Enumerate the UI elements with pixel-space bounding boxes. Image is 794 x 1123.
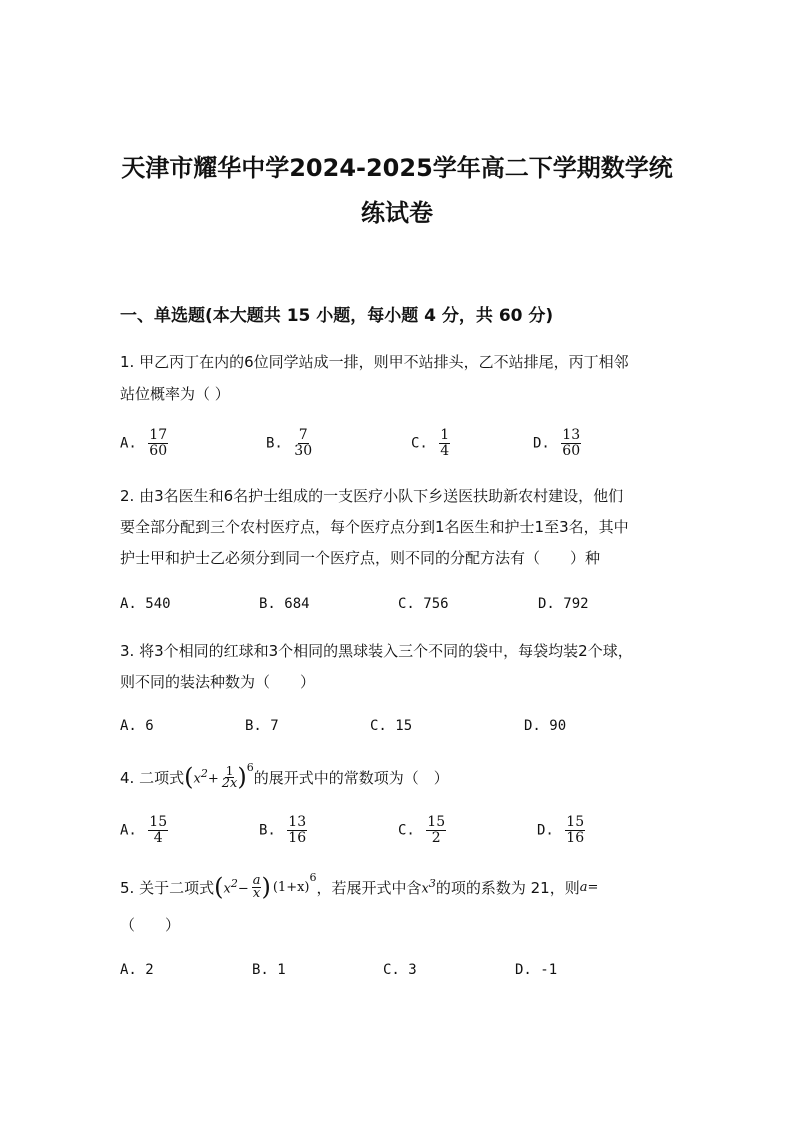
section-heading: 一、单选题(本大题共 15 小题，每小题 4 分，共 60 分) bbox=[120, 306, 554, 326]
question-5-option-d[interactable]: D. -1 bbox=[515, 962, 558, 978]
question-1-option-a[interactable]: A. $\frac{17}{60}$ bbox=[120, 427, 168, 459]
fraction: $\frac{13}{60}$ bbox=[562, 427, 581, 459]
question-4-option-a[interactable]: A. $\frac{15}{4}$ bbox=[120, 814, 168, 846]
question-4-option-b[interactable]: B. $\frac{13}{16}$ bbox=[259, 814, 307, 846]
question-5-option-b[interactable]: B. 1 bbox=[252, 962, 286, 978]
math-expression: $x^2+$ bbox=[193, 767, 219, 787]
question-4-option-d[interactable]: D. $\frac{15}{16}$ bbox=[537, 814, 585, 846]
question-3-option-c[interactable]: C. 15 bbox=[370, 718, 413, 734]
question-2-text: 2. 由3名医生和6名护士组成的一支医疗小队下乡送医扶助新农村建设，他们 bbox=[120, 487, 624, 505]
question-2-text-continued: 要全部分配到三个农村医疗点，每个医疗点分到1名医生和护士1至3名，其中 bbox=[120, 518, 629, 536]
fraction: $\frac{15}{4}$ bbox=[149, 814, 168, 846]
fraction: $\frac{1}{4}$ bbox=[440, 427, 450, 459]
fraction: $\frac{17}{60}$ bbox=[149, 427, 168, 459]
question-3-option-a[interactable]: A. 6 bbox=[120, 718, 154, 734]
fraction: $\frac{a}{x}$ bbox=[252, 872, 261, 901]
question-3-option-b[interactable]: B. 7 bbox=[245, 718, 279, 734]
question-1-option-c[interactable]: C. $\frac{1}{4}$ bbox=[411, 427, 450, 459]
question-2-option-b[interactable]: B. 684 bbox=[259, 596, 310, 612]
page-title-continued: 练试卷 bbox=[361, 199, 433, 227]
question-4-text: 4. 二项式 ( $x^2+$ $\frac{1}{2x}$ ) $^6$ 的展开式中的常数项为（ ） bbox=[120, 761, 449, 791]
question-4-option-c[interactable]: C. $\frac{15}{2}$ bbox=[398, 814, 446, 846]
fraction: $\frac{15}{16}$ bbox=[566, 814, 585, 846]
question-1-text: 1. 甲乙丙丁在内的6位同学站成一排，则甲不站排头，乙不站排尾，丙丁相邻 bbox=[120, 353, 629, 371]
question-2-option-a[interactable]: A. 540 bbox=[120, 596, 171, 612]
question-2-option-c[interactable]: C. 756 bbox=[398, 596, 449, 612]
question-5-text: 5. 关于二项式 ( $x^2-$ $\frac{a}{x}$ ) (1+x) $^6$ ，若展开式中含 $x^3$ 的项的系数为 21，则 a = bbox=[120, 871, 599, 901]
question-3-text-continued: 则不同的装法种数为（ ） bbox=[120, 673, 316, 691]
fraction: $\frac{1}{2x}$ bbox=[221, 763, 238, 791]
math-expression: $x^2-$ bbox=[223, 877, 249, 897]
question-3-option-d[interactable]: D. 90 bbox=[524, 718, 567, 734]
fraction: $\frac{7}{30}$ bbox=[294, 427, 313, 459]
question-3-text: 3. 将3个相同的红球和3个相同的黑球装入三个不同的袋中，每袋均装2个球， bbox=[120, 642, 633, 660]
question-2-option-d[interactable]: D. 792 bbox=[538, 596, 589, 612]
question-1-text-continued: 站位概率为（ ） bbox=[120, 385, 230, 403]
question-5-text-continued: （ ） bbox=[120, 916, 181, 934]
question-2-text-continued-2: 护士甲和护士乙必须分到同一个医疗点，则不同的分配方法有（ ）种 bbox=[120, 549, 601, 567]
question-1-option-d[interactable]: D. $\frac{13}{60}$ bbox=[533, 427, 581, 459]
fraction: $\frac{15}{2}$ bbox=[427, 814, 446, 846]
question-5-option-a[interactable]: A. 2 bbox=[120, 962, 154, 978]
question-1-option-b[interactable]: B. $\frac{7}{30}$ bbox=[266, 427, 313, 459]
question-5-option-c[interactable]: C. 3 bbox=[383, 962, 417, 978]
fraction: $\frac{13}{16}$ bbox=[288, 814, 307, 846]
page-title: 天津市耀华中学2024-2025学年高二下学期数学统 bbox=[121, 154, 673, 182]
